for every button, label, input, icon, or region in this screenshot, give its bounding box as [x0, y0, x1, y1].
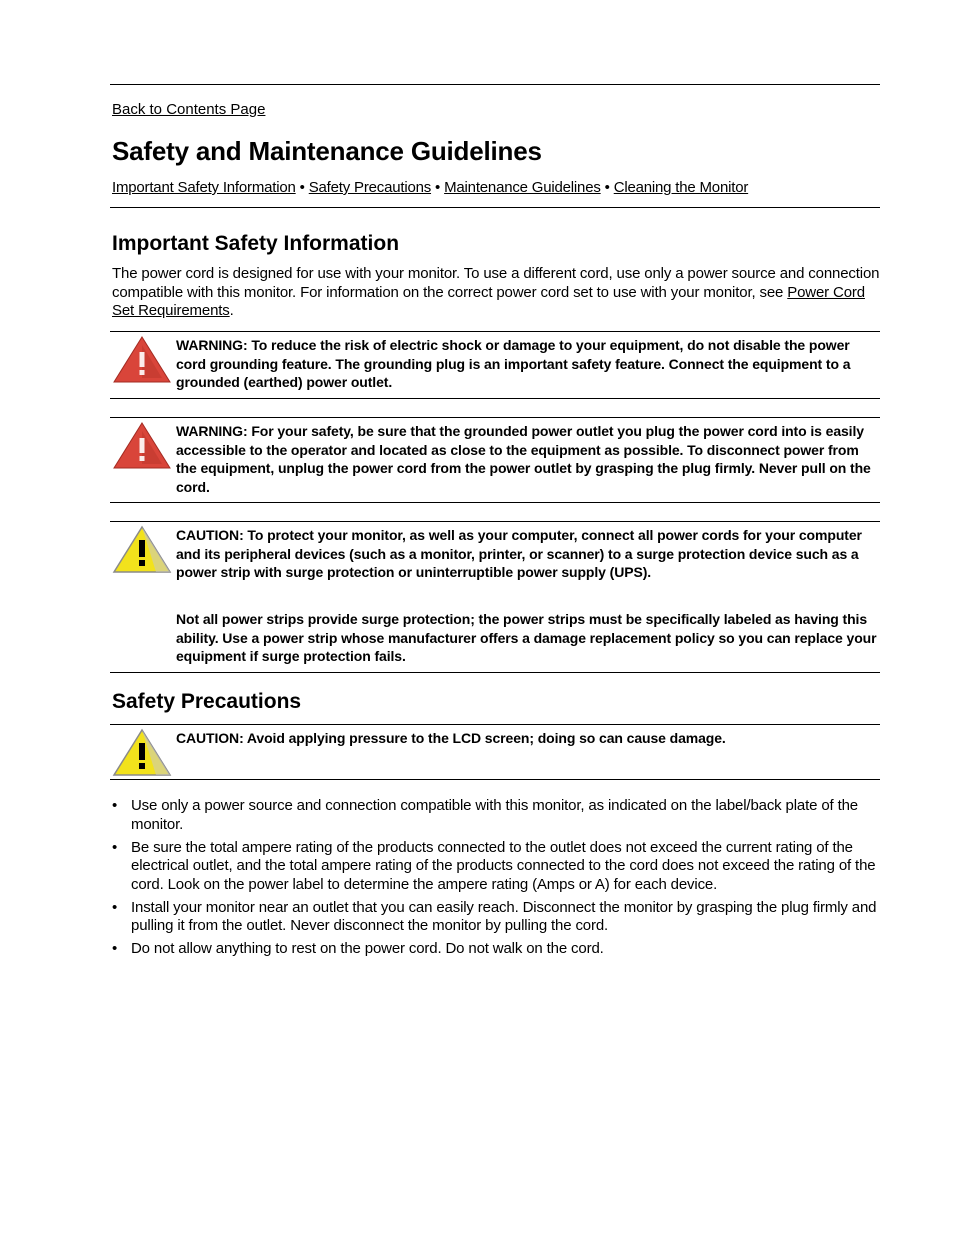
safety-precautions-list	[112, 797, 880, 963]
list-item-text: Be sure the total ampere rating of the products connected to the outlet does not exceed the current rating of the electrical outlet, and the total ampere rating of the products connected to the cord does not exceed the rating of the cord. Look on the power label to determine the ampere rating (Amps or A) for each device.	[131, 838, 876, 893]
caution1-top-rule	[110, 521, 880, 522]
warning1-bottom-rule	[110, 398, 880, 399]
bullet-glyph: •	[112, 797, 118, 814]
caution2-top-rule	[110, 724, 880, 725]
caution2-text: CAUTION: Avoid applying pressure to the LCD screen; doing so can cause damage.	[176, 730, 726, 746]
nav-link-safety-precautions[interactable]: Safety Precautions	[308, 179, 432, 196]
bullet-glyph: •	[112, 838, 118, 856]
list-item-text: Install your monitor near an outlet that you can easily reach. Disconnect the monitor by grasping the plug firmly and pulling it from the outlet. Never disconnect the monitor by pulling the cord.	[131, 898, 877, 934]
warning-triangle-icon	[112, 421, 172, 471]
nav-separator: •	[435, 179, 441, 196]
section-heading-important-safety: Important Safety Information	[112, 232, 400, 255]
caution-triangle-icon	[112, 525, 172, 575]
nav-separator: •	[604, 179, 610, 196]
warning1-top-rule	[110, 331, 880, 332]
intro-text: The power cord is designed for use with your monitor. To use a different cord, use only a power source and connection compatible with this monitor. For information on the correct power cord set to use with your monitor, see	[112, 265, 880, 301]
caution1-bottom-rule	[110, 672, 880, 673]
intro-end: .	[229, 302, 234, 319]
warning2-text: WARNING: For your safety, be sure that the grounded power outlet you plug the power cord into is easily accessible to the operator and located as close to the equipment as possible. To disconnect power from the equipment, unplug the power cord from the power outlet by grasping the plug firmly. Never pull on the cord.	[176, 423, 871, 495]
list-item	[112, 797, 880, 834]
header-divider	[110, 207, 880, 208]
nav-link-maintenance-guidelines[interactable]: Maintenance Guidelines	[444, 179, 601, 196]
warning1-text: WARNING: To reduce the risk of electric shock or damage to your equipment, do not disable the power cord grounding feature. The grounding plug is an important safety feature. Connect the equipment to a grounded (earthed) power outlet.	[176, 337, 851, 391]
list-item-text: Do not allow anything to rest on the power cord. Do not walk on the cord.	[131, 940, 604, 957]
bullet-glyph: •	[112, 898, 118, 916]
list-item-text: Use only a power source and connection compatible with this monitor, as indicated on the label/back plate of the monitor.	[131, 797, 858, 833]
list-item	[112, 839, 880, 895]
nav-link-important-safety[interactable]: Important Safety Information	[112, 179, 296, 196]
caution1-text-continued: Not all power strips provide surge protection; the power strips must be specifically labeled as having this ability. Use a power strip whose manufacturer offers a damage replacement policy so you can replace your equipment if surge protection fails.	[176, 611, 877, 665]
caution2-bottom-rule	[110, 779, 880, 780]
intro-paragraph	[112, 265, 880, 321]
nav-link-cleaning-monitor[interactable]: Cleaning the Monitor	[613, 179, 749, 196]
list-item	[112, 899, 880, 936]
section-heading-safety-precautions: Safety Precautions	[112, 690, 302, 713]
bullet-glyph: •	[112, 940, 118, 957]
section-nav	[112, 178, 748, 197]
warning-triangle-icon	[112, 335, 172, 385]
warning2-top-rule	[110, 417, 880, 418]
page-title: Safety and Maintenance Guidelines	[112, 136, 542, 166]
power-cord-requirements-link[interactable]: Power Cord Set Requirements	[112, 283, 865, 319]
top-divider	[110, 84, 880, 85]
nav-separator: •	[299, 179, 305, 196]
list-item	[112, 940, 880, 959]
warning2-bottom-rule	[110, 502, 880, 503]
caution1-text: CAUTION: To protect your monitor, as well as your computer, connect all power cords for your computer and its peripheral devices (such as a monitor, printer, or scanner) to a surge protection device such as a power strip with surge protection or uninterruptible power supply (UPS).	[176, 527, 862, 581]
back-to-contents-link[interactable]: Back to Contents Page	[112, 101, 266, 118]
caution-triangle-icon	[112, 728, 172, 778]
